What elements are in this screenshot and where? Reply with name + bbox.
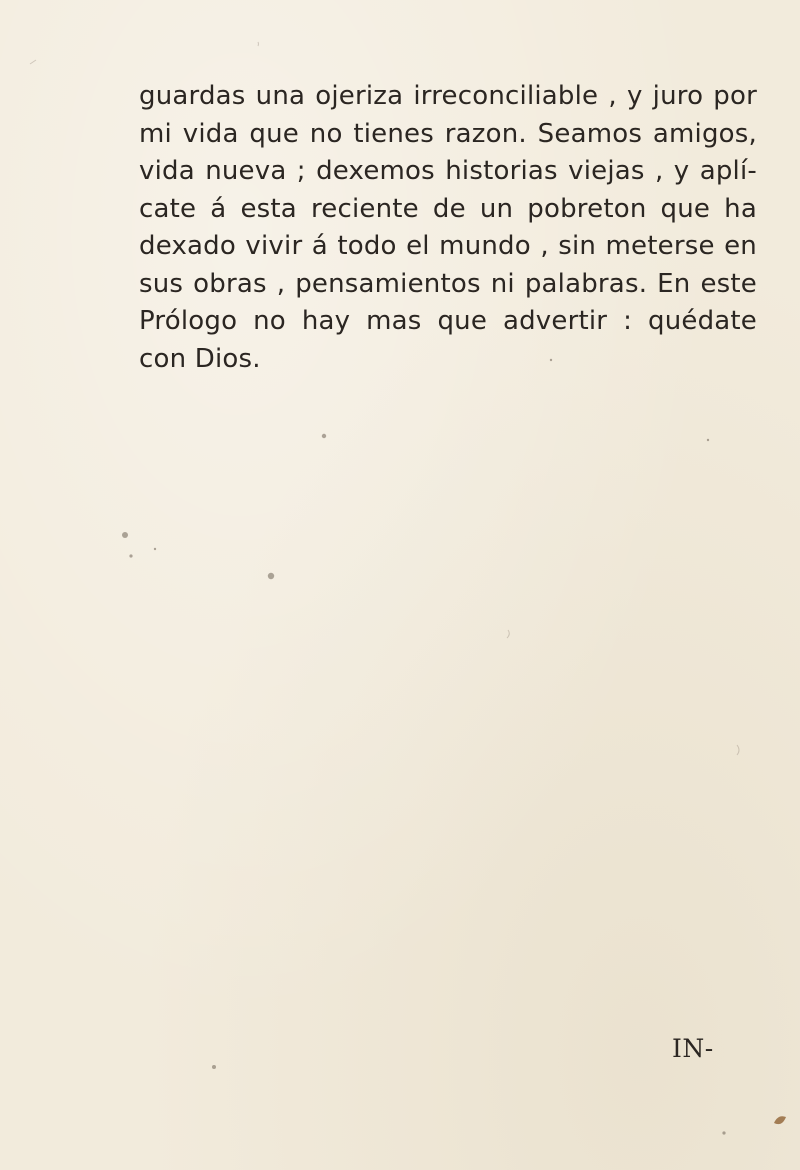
text-line: vida nueva ; dexemos historias viejas , y aplí-	[139, 156, 757, 186]
text-line: sus obras , pensamientos ni palabras. En este	[139, 268, 757, 299]
catchword: IN-	[672, 1034, 714, 1063]
text-line: mi vida que no tienes razon. Seamos amigos,	[139, 118, 757, 149]
text-line: dexado vivir á todo el mundo , sin meterse en	[139, 231, 757, 261]
prose-paragraph	[139, 78, 757, 378]
text-line: guardas una ojeriza irreconciliable , y juro por	[139, 81, 757, 111]
text-line: Prólogo no hay mas que advertir : quédate	[139, 306, 757, 336]
text-line: con Dios.	[139, 343, 261, 374]
text-line: cate á esta reciente de un pobreton que ha	[139, 193, 757, 224]
